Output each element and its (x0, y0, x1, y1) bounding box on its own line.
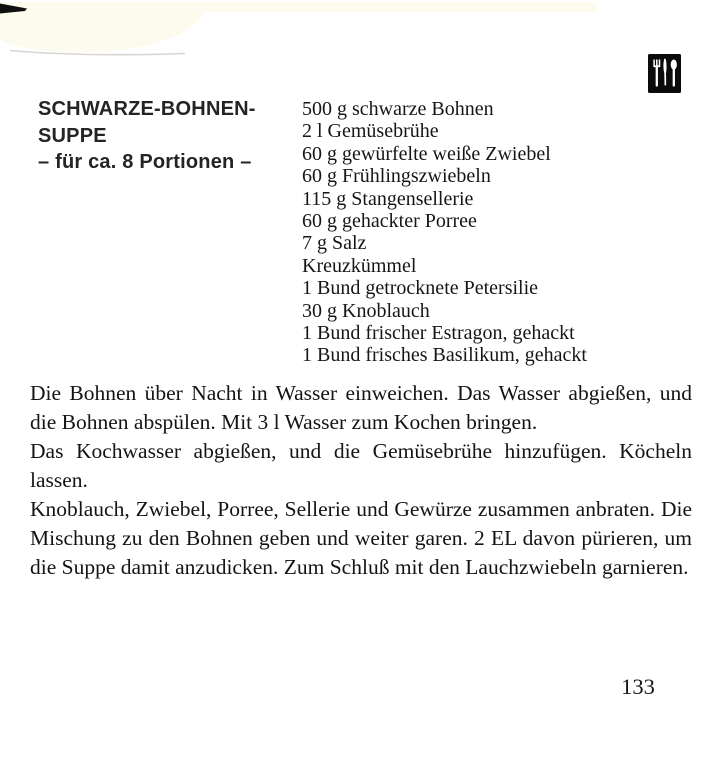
scan-smudge (0, 4, 27, 14)
ingredient-item: 115 g Stangensellerie (302, 187, 474, 210)
recipe-portions: – für ca. 8 Portionen – (38, 151, 252, 173)
ingredient-item: 1 Bund getrocknete Petersilie (302, 277, 539, 300)
instruction-paragraph-3: Knoblauch, Zwiebel, Porree, Sellerie und Gewürze zusammen anbraten. Die Mischung zu den Bohnen geben und weiter garen. 2 EL davon pürieren, um die Suppe damit anzudicken. Zum Schluß mit den Lauchzwiebeln garnieren. (30, 497, 692, 579)
ingredient-item: 60 g gehackter Porree (302, 210, 477, 233)
recipe-title (38, 96, 298, 149)
ingredient-item: 1 Bund frisches Basilikum, gehackt (302, 344, 587, 367)
instructions (30, 379, 692, 582)
scan-cream-patch (0, 2, 597, 52)
cutlery-icon (648, 54, 681, 93)
recipe-title-line1: SCHWARZE-BOHNEN- (38, 98, 256, 120)
ingredient-item: 500 g schwarze Bohnen (302, 98, 494, 120)
ingredient-item: 1 Bund frischer Estragon, gehackt (302, 322, 575, 345)
recipe-title-line2: SUPPE (38, 124, 107, 147)
ingredient-item: Kreuzkümmel (302, 254, 417, 277)
ingredient-item: 60 g Frühlingszwiebeln (302, 165, 491, 188)
scan-artifact (0, 0, 716, 62)
ingredient-item: 2 l Gemüsebrühe (302, 120, 439, 143)
instruction-paragraph-1: Die Bohnen über Nacht in Wasser einweichen. Das Wasser abgießen, und die Bohnen abspülen. Mit 3 l Wasser zum Kochen bringen. (30, 381, 692, 434)
ingredient-item: 30 g Knoblauch (302, 299, 430, 322)
ingredient-item: 7 g Salz (302, 232, 367, 255)
scan-shadow-arc (10, 51, 185, 55)
ingredient-list (302, 98, 632, 367)
ingredient-item: 60 g gewürfelte weiße Zwiebel (302, 142, 551, 165)
recipe-header (38, 96, 298, 176)
instruction-paragraph-2: Das Kochwasser abgießen, und die Gemüsebrühe hinzufügen. Köcheln lassen. (30, 439, 692, 492)
page-number: 133 (621, 674, 655, 699)
